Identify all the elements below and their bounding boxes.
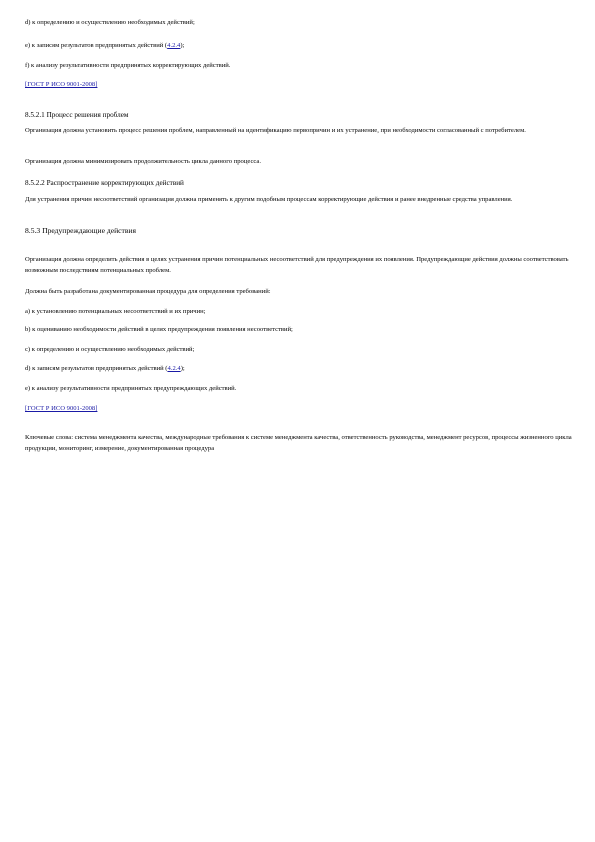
source-reference-link[interactable]: [ГОСТ Р ИСО 9001-2008] — [25, 81, 98, 88]
paragraph: Для устранения причин несоответствий организация должна применять к другим подобным процессам корректирующие действия и ранее внедренные средства управления. — [25, 196, 513, 203]
list-item-d-suffix: ); — [180, 365, 185, 372]
section-heading-8-5-3: 8.5.3 Предупреждающие действия — [25, 226, 136, 235]
list-item-e-suffix: ); — [180, 42, 185, 49]
link-4-2-4[interactable]: 4.2.4 — [167, 365, 181, 372]
paragraph: Организация должна минимизировать продолжительность цикла данного процесса. — [25, 158, 261, 165]
list-item-b: b) к оцениванию необходимости действий в целях предупреждения появления несоответствий; — [25, 326, 293, 333]
list-item-e — [25, 41, 184, 50]
keywords: Ключевые слова: система менеджмента качества, международные требования к системе менеджмента качества, ответственность руководства, менеджмент ресурсов, процессы жизненного цикла продукции, мониторинг, измерение, документированная процедура — [25, 434, 572, 452]
list-item-d: d) к определению и осуществлению необходимых действий; — [25, 19, 195, 26]
section-heading-8-5-2-2: 8.5.2.2 Распространение корректирующих действий — [25, 179, 184, 187]
paragraph: Организация должна установить процесс решения проблем, направленный на идентификацию первопричин и их устранение, при необходимости согласованный с потребителем. — [25, 127, 526, 134]
list-item-d-text: d) к записям результатов предпринятых действий ( — [25, 365, 168, 372]
source-reference-link[interactable]: [ГОСТ Р ИСО 9001-2008] — [25, 405, 98, 412]
list-item-e-text: e) к записям результатов предпринятых действий ( — [25, 42, 168, 49]
list-item-d — [25, 364, 185, 373]
section-heading-8-5-2-1: 8.5.2.1 Процесс решения проблем — [25, 111, 129, 119]
list-item-c: c) к определению и осуществлению необходимых действий; — [25, 346, 195, 353]
source-reference — [25, 80, 97, 89]
link-4-2-4[interactable]: 4.2.4 — [167, 42, 181, 49]
list-item-e: e) к анализу результативности предпринятых предупреждающих действий. — [25, 385, 237, 392]
list-item-f: f) к анализу результативности предпринятых корректирующих действий. — [25, 62, 231, 69]
source-reference — [25, 404, 97, 413]
paragraph: Должна быть разработана документированная процедура для определения требований: — [25, 288, 271, 295]
list-item-a: a) к установлению потенциальных несоответствий и их причин; — [25, 308, 206, 315]
paragraph: Организация должна определить действия в целях устранения причин потенциальных несоответствий для предупреждения их появления. Предупреждающие действия должны соответствовать возможным последствиям потенциальных проблем. — [25, 256, 569, 274]
